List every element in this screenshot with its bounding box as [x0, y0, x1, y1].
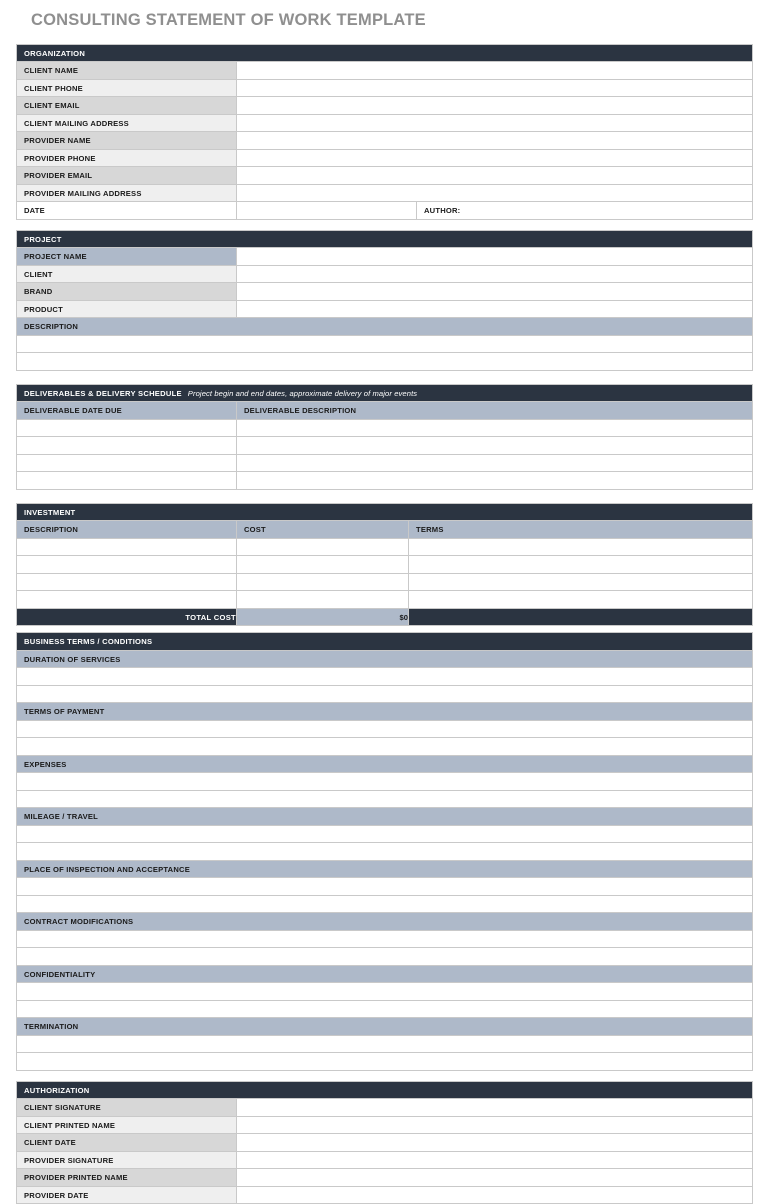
provider-date-field[interactable] — [237, 1186, 753, 1204]
authorization-heading: AUTHORIZATION — [17, 1081, 753, 1099]
row-label: CLIENT EMAIL — [17, 97, 237, 115]
deliverables-table — [16, 384, 753, 490]
deliverables-heading-row — [17, 384, 753, 402]
term-field-contract-modifications-line-1[interactable] — [17, 930, 753, 948]
row-label: CLIENT SIGNATURE — [17, 1099, 237, 1117]
table-row — [17, 948, 753, 966]
table-row — [17, 825, 753, 843]
table-row — [17, 913, 753, 931]
table-row — [17, 895, 753, 913]
project-client-field[interactable] — [237, 265, 753, 283]
table-row — [17, 62, 753, 80]
table-row — [17, 1018, 753, 1036]
project-description-field-line-2[interactable] — [17, 353, 753, 371]
table-row — [17, 930, 753, 948]
table-row — [17, 300, 753, 318]
term-field-termination-line-1[interactable] — [17, 1035, 753, 1053]
table-row — [17, 591, 753, 609]
investment-description-cell[interactable] — [17, 538, 237, 556]
investment-description-cell[interactable] — [17, 556, 237, 574]
term-field-expenses-line-1[interactable] — [17, 773, 753, 791]
business-terms-heading: BUSINESS TERMS / CONDITIONS — [17, 633, 753, 651]
row-label: CLIENT NAME — [17, 62, 237, 80]
client-name-field[interactable] — [237, 62, 753, 80]
table-row — [17, 556, 753, 574]
project-heading: PROJECT — [17, 230, 753, 248]
term-label-terms-of-payment: TERMS OF PAYMENT — [17, 703, 753, 721]
investment-terms-cell[interactable] — [409, 573, 753, 591]
business-terms-heading-row — [17, 633, 753, 651]
term-field-expenses-line-2[interactable] — [17, 790, 753, 808]
investment-heading-row — [17, 503, 753, 521]
client-date-field[interactable] — [237, 1134, 753, 1152]
table-row — [17, 437, 753, 455]
authorization-heading-row — [17, 1081, 753, 1099]
column-header-terms: TERMS — [409, 521, 753, 539]
date-label: DATE — [17, 202, 237, 220]
term-label-duration-of-services: DURATION OF SERVICES — [17, 650, 753, 668]
client-signature-field[interactable] — [237, 1099, 753, 1117]
table-row — [17, 335, 753, 353]
investment-cost-cell[interactable] — [237, 591, 409, 609]
table-row — [17, 703, 753, 721]
row-label: PROJECT NAME — [17, 248, 237, 266]
table-row — [17, 878, 753, 896]
date-field[interactable] — [237, 202, 417, 220]
table-row — [17, 1186, 753, 1204]
table-row — [17, 283, 753, 301]
table-row — [17, 202, 753, 220]
term-label-confidentiality: CONFIDENTIALITY — [17, 965, 753, 983]
table-row — [17, 132, 753, 150]
table-row — [17, 843, 753, 861]
investment-cost-cell[interactable] — [237, 573, 409, 591]
row-label: CLIENT MAILING ADDRESS — [17, 114, 237, 132]
author-field[interactable]: AUTHOR: — [417, 202, 753, 220]
organization-heading-row — [17, 44, 753, 62]
table-row — [17, 1134, 753, 1152]
project-description-field-line-1[interactable] — [17, 335, 753, 353]
table-header-row — [17, 521, 753, 539]
column-header-cost: COST — [237, 521, 409, 539]
provider-mailing-address-field[interactable] — [237, 184, 753, 202]
project-table — [16, 230, 753, 371]
table-row — [17, 773, 753, 791]
deliverable-date-cell[interactable] — [17, 454, 237, 472]
table-row — [17, 860, 753, 878]
table-row — [17, 1099, 753, 1117]
table-row — [17, 720, 753, 738]
table-row — [17, 1000, 753, 1018]
row-label: PROVIDER PHONE — [17, 149, 237, 167]
term-field-confidentiality-line-2[interactable] — [17, 1000, 753, 1018]
investment-table — [16, 503, 753, 627]
row-label: PROVIDER DATE — [17, 1186, 237, 1204]
table-header-row — [17, 402, 753, 420]
table-row — [17, 167, 753, 185]
deliverable-description-cell[interactable] — [237, 419, 753, 437]
client-printed-name-field[interactable] — [237, 1116, 753, 1134]
total-cost-label: TOTAL COST — [17, 608, 237, 626]
investment-cost-cell[interactable] — [237, 538, 409, 556]
client-phone-field[interactable] — [237, 79, 753, 97]
term-label-mileage-travel: MILEAGE / TRAVEL — [17, 808, 753, 826]
table-row — [17, 738, 753, 756]
table-row — [17, 419, 753, 437]
term-field-duration-of-services-line-1[interactable] — [17, 668, 753, 686]
term-label-termination: TERMINATION — [17, 1018, 753, 1036]
deliverable-description-cell[interactable] — [237, 454, 753, 472]
table-row — [17, 573, 753, 591]
term-field-duration-of-services-line-2[interactable] — [17, 685, 753, 703]
term-field-terms-of-payment-line-2[interactable] — [17, 738, 753, 756]
total-cost-row — [17, 608, 753, 626]
organization-heading: ORGANIZATION — [17, 44, 753, 62]
investment-description-cell[interactable] — [17, 591, 237, 609]
provider-phone-field[interactable] — [237, 149, 753, 167]
project-name-field[interactable] — [237, 248, 753, 266]
table-row — [17, 248, 753, 266]
row-label: CLIENT PRINTED NAME — [17, 1116, 237, 1134]
project-brand-field[interactable] — [237, 283, 753, 301]
term-field-confidentiality-line-1[interactable] — [17, 983, 753, 1001]
column-header-description: DESCRIPTION — [17, 521, 237, 539]
term-field-termination-line-2[interactable] — [17, 1053, 753, 1071]
table-row — [17, 454, 753, 472]
row-label: PROVIDER NAME — [17, 132, 237, 150]
column-header-deliverable-description: DELIVERABLE DESCRIPTION — [237, 402, 753, 420]
deliverable-description-cell[interactable] — [237, 472, 753, 490]
provider-printed-name-field[interactable] — [237, 1169, 753, 1187]
term-label-place-of-inspection-and-acceptance: PLACE OF INSPECTION AND ACCEPTANCE — [17, 860, 753, 878]
column-header-deliverable-date-due: DELIVERABLE DATE DUE — [17, 402, 237, 420]
row-label: CLIENT PHONE — [17, 79, 237, 97]
authorization-table — [16, 1081, 753, 1204]
row-label: BRAND — [17, 283, 237, 301]
investment-heading: INVESTMENT — [17, 503, 753, 521]
table-row — [17, 318, 753, 336]
table-row — [17, 538, 753, 556]
table-row — [17, 983, 753, 1001]
client-mailing-address-field[interactable] — [237, 114, 753, 132]
table-row — [17, 184, 753, 202]
project-heading-row — [17, 230, 753, 248]
table-row — [17, 1053, 753, 1071]
table-row — [17, 668, 753, 686]
project-product-field[interactable] — [237, 300, 753, 318]
table-row — [17, 965, 753, 983]
total-cost-filler — [409, 608, 753, 626]
page-title: CONSULTING STATEMENT OF WORK TEMPLATE — [31, 11, 426, 29]
investment-terms-cell[interactable] — [409, 538, 753, 556]
row-label: PRODUCT — [17, 300, 237, 318]
term-field-mileage-travel-line-2[interactable] — [17, 843, 753, 861]
investment-cost-cell[interactable] — [237, 556, 409, 574]
term-label-contract-modifications: CONTRACT MODIFICATIONS — [17, 913, 753, 931]
row-label: PROVIDER SIGNATURE — [17, 1151, 237, 1169]
table-row — [17, 149, 753, 167]
table-row — [17, 472, 753, 490]
row-label: PROVIDER EMAIL — [17, 167, 237, 185]
provider-name-field[interactable] — [237, 132, 753, 150]
table-row — [17, 79, 753, 97]
deliverable-date-cell[interactable] — [17, 472, 237, 490]
provider-signature-field[interactable] — [237, 1151, 753, 1169]
term-field-contract-modifications-line-2[interactable] — [17, 948, 753, 966]
table-row — [17, 755, 753, 773]
term-field-terms-of-payment-line-1[interactable] — [17, 720, 753, 738]
table-row — [17, 1116, 753, 1134]
row-label: PROVIDER PRINTED NAME — [17, 1169, 237, 1187]
row-label: PROVIDER MAILING ADDRESS — [17, 184, 237, 202]
table-row — [17, 685, 753, 703]
project-description-label: DESCRIPTION — [17, 318, 753, 336]
investment-terms-cell[interactable] — [409, 556, 753, 574]
investment-terms-cell[interactable] — [409, 591, 753, 609]
investment-description-cell[interactable] — [17, 573, 237, 591]
table-row — [17, 790, 753, 808]
table-row — [17, 265, 753, 283]
table-row — [17, 1169, 753, 1187]
term-field-place-of-inspection-line-2[interactable] — [17, 895, 753, 913]
provider-email-field[interactable] — [237, 167, 753, 185]
deliverable-date-cell[interactable] — [17, 437, 237, 455]
term-label-expenses: EXPENSES — [17, 755, 753, 773]
total-cost-value: $0 — [237, 608, 409, 626]
deliverable-description-cell[interactable] — [237, 437, 753, 455]
deliverable-date-cell[interactable] — [17, 419, 237, 437]
deliverables-heading: DELIVERABLES & DELIVERY SCHEDULE — [24, 388, 182, 398]
table-row — [17, 650, 753, 668]
term-field-mileage-travel-line-1[interactable] — [17, 825, 753, 843]
table-row — [17, 353, 753, 371]
table-row — [17, 1151, 753, 1169]
row-label: CLIENT DATE — [17, 1134, 237, 1152]
deliverables-subheading: Project begin and end dates, approximate delivery of major events — [187, 388, 418, 398]
table-row — [17, 808, 753, 826]
business-terms-table — [16, 632, 753, 1071]
term-field-place-of-inspection-line-1[interactable] — [17, 878, 753, 896]
table-row — [17, 97, 753, 115]
table-row — [17, 1035, 753, 1053]
table-row — [17, 114, 753, 132]
organization-table — [16, 44, 753, 220]
client-email-field[interactable] — [237, 97, 753, 115]
row-label: CLIENT — [17, 265, 237, 283]
